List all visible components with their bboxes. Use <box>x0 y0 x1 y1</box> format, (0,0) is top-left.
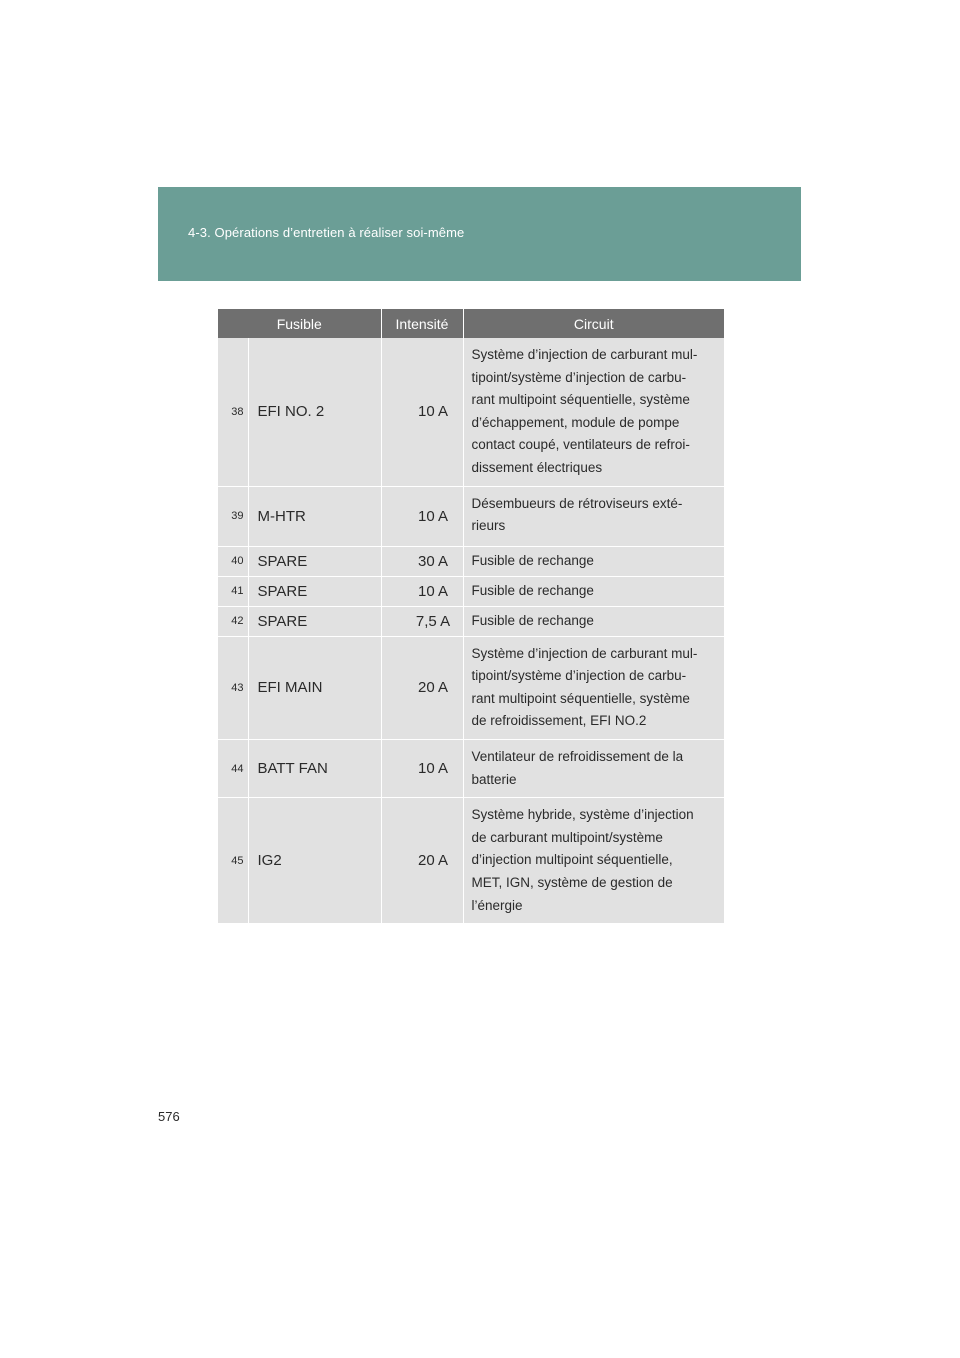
fuse-name: EFI MAIN <box>248 636 381 739</box>
fuse-amperage: 20 A <box>381 636 463 739</box>
fuse-amperage: 10 A <box>381 576 463 606</box>
fuse-amperage: 10 A <box>381 739 463 797</box>
fuse-name: M-HTR <box>248 486 381 546</box>
table-row <box>218 338 724 486</box>
fuse-amperage: 10 A <box>381 338 463 486</box>
fuse-circuit: Système d’injection de carburant mul- tipoint/système d’injection de carbu- rant multipoint séquentielle, système d’échappement, module de pompe contact coupé, ventilateurs de refroi- dissement électriques <box>463 338 724 486</box>
fuse-name: EFI NO. 2 <box>248 338 381 486</box>
table-row <box>218 546 724 576</box>
fuse-name: BATT FAN <box>248 739 381 797</box>
section-title: 4-3. Opérations d’entretien à réaliser soi-même <box>188 225 465 240</box>
fuse-name: SPARE <box>248 606 381 636</box>
table-row <box>218 486 724 546</box>
fuse-circuit: Système d’injection de carburant mul- tipoint/système d’injection de carbu- rant multipoint séquentielle, système de refroidissement, EFI NO.2 <box>463 636 724 739</box>
fuse-circuit: Fusible de rechange <box>463 576 724 606</box>
fuse-number: 41 <box>218 576 248 606</box>
table-row <box>218 798 724 924</box>
fuse-table <box>218 309 724 924</box>
table-row <box>218 606 724 636</box>
fuse-circuit: Ventilateur de refroidissement de la batterie <box>463 739 724 797</box>
fuse-number: 44 <box>218 739 248 797</box>
fuse-name: SPARE <box>248 576 381 606</box>
table-row <box>218 739 724 797</box>
table-header-row <box>218 309 724 338</box>
fuse-number: 39 <box>218 486 248 546</box>
fuse-amperage: 7,5 A <box>381 606 463 636</box>
fuse-number: 38 <box>218 338 248 486</box>
page-number: 576 <box>158 1109 180 1124</box>
fuse-circuit: Désembueurs de rétroviseurs exté- rieurs <box>463 486 724 546</box>
fuse-amperage: 30 A <box>381 546 463 576</box>
fuse-number: 43 <box>218 636 248 739</box>
column-header-amperage: Intensité <box>381 309 463 338</box>
column-header-fuse: Fusible <box>218 309 381 338</box>
fuse-circuit: Système hybride, système d’injection de carburant multipoint/système d’injection multipoint séquentielle, MET, IGN, système de gestion de l’énergie <box>463 798 724 924</box>
section-header-band <box>158 187 801 281</box>
table-row <box>218 636 724 739</box>
fuse-amperage: 10 A <box>381 486 463 546</box>
fuse-name: IG2 <box>248 798 381 924</box>
fuse-number: 45 <box>218 798 248 924</box>
fuse-number: 42 <box>218 606 248 636</box>
column-header-circuit: Circuit <box>463 309 724 338</box>
table-row <box>218 576 724 606</box>
fuse-amperage: 20 A <box>381 798 463 924</box>
fuse-name: SPARE <box>248 546 381 576</box>
fuse-number: 40 <box>218 546 248 576</box>
fuse-circuit: Fusible de rechange <box>463 546 724 576</box>
fuse-circuit: Fusible de rechange <box>463 606 724 636</box>
